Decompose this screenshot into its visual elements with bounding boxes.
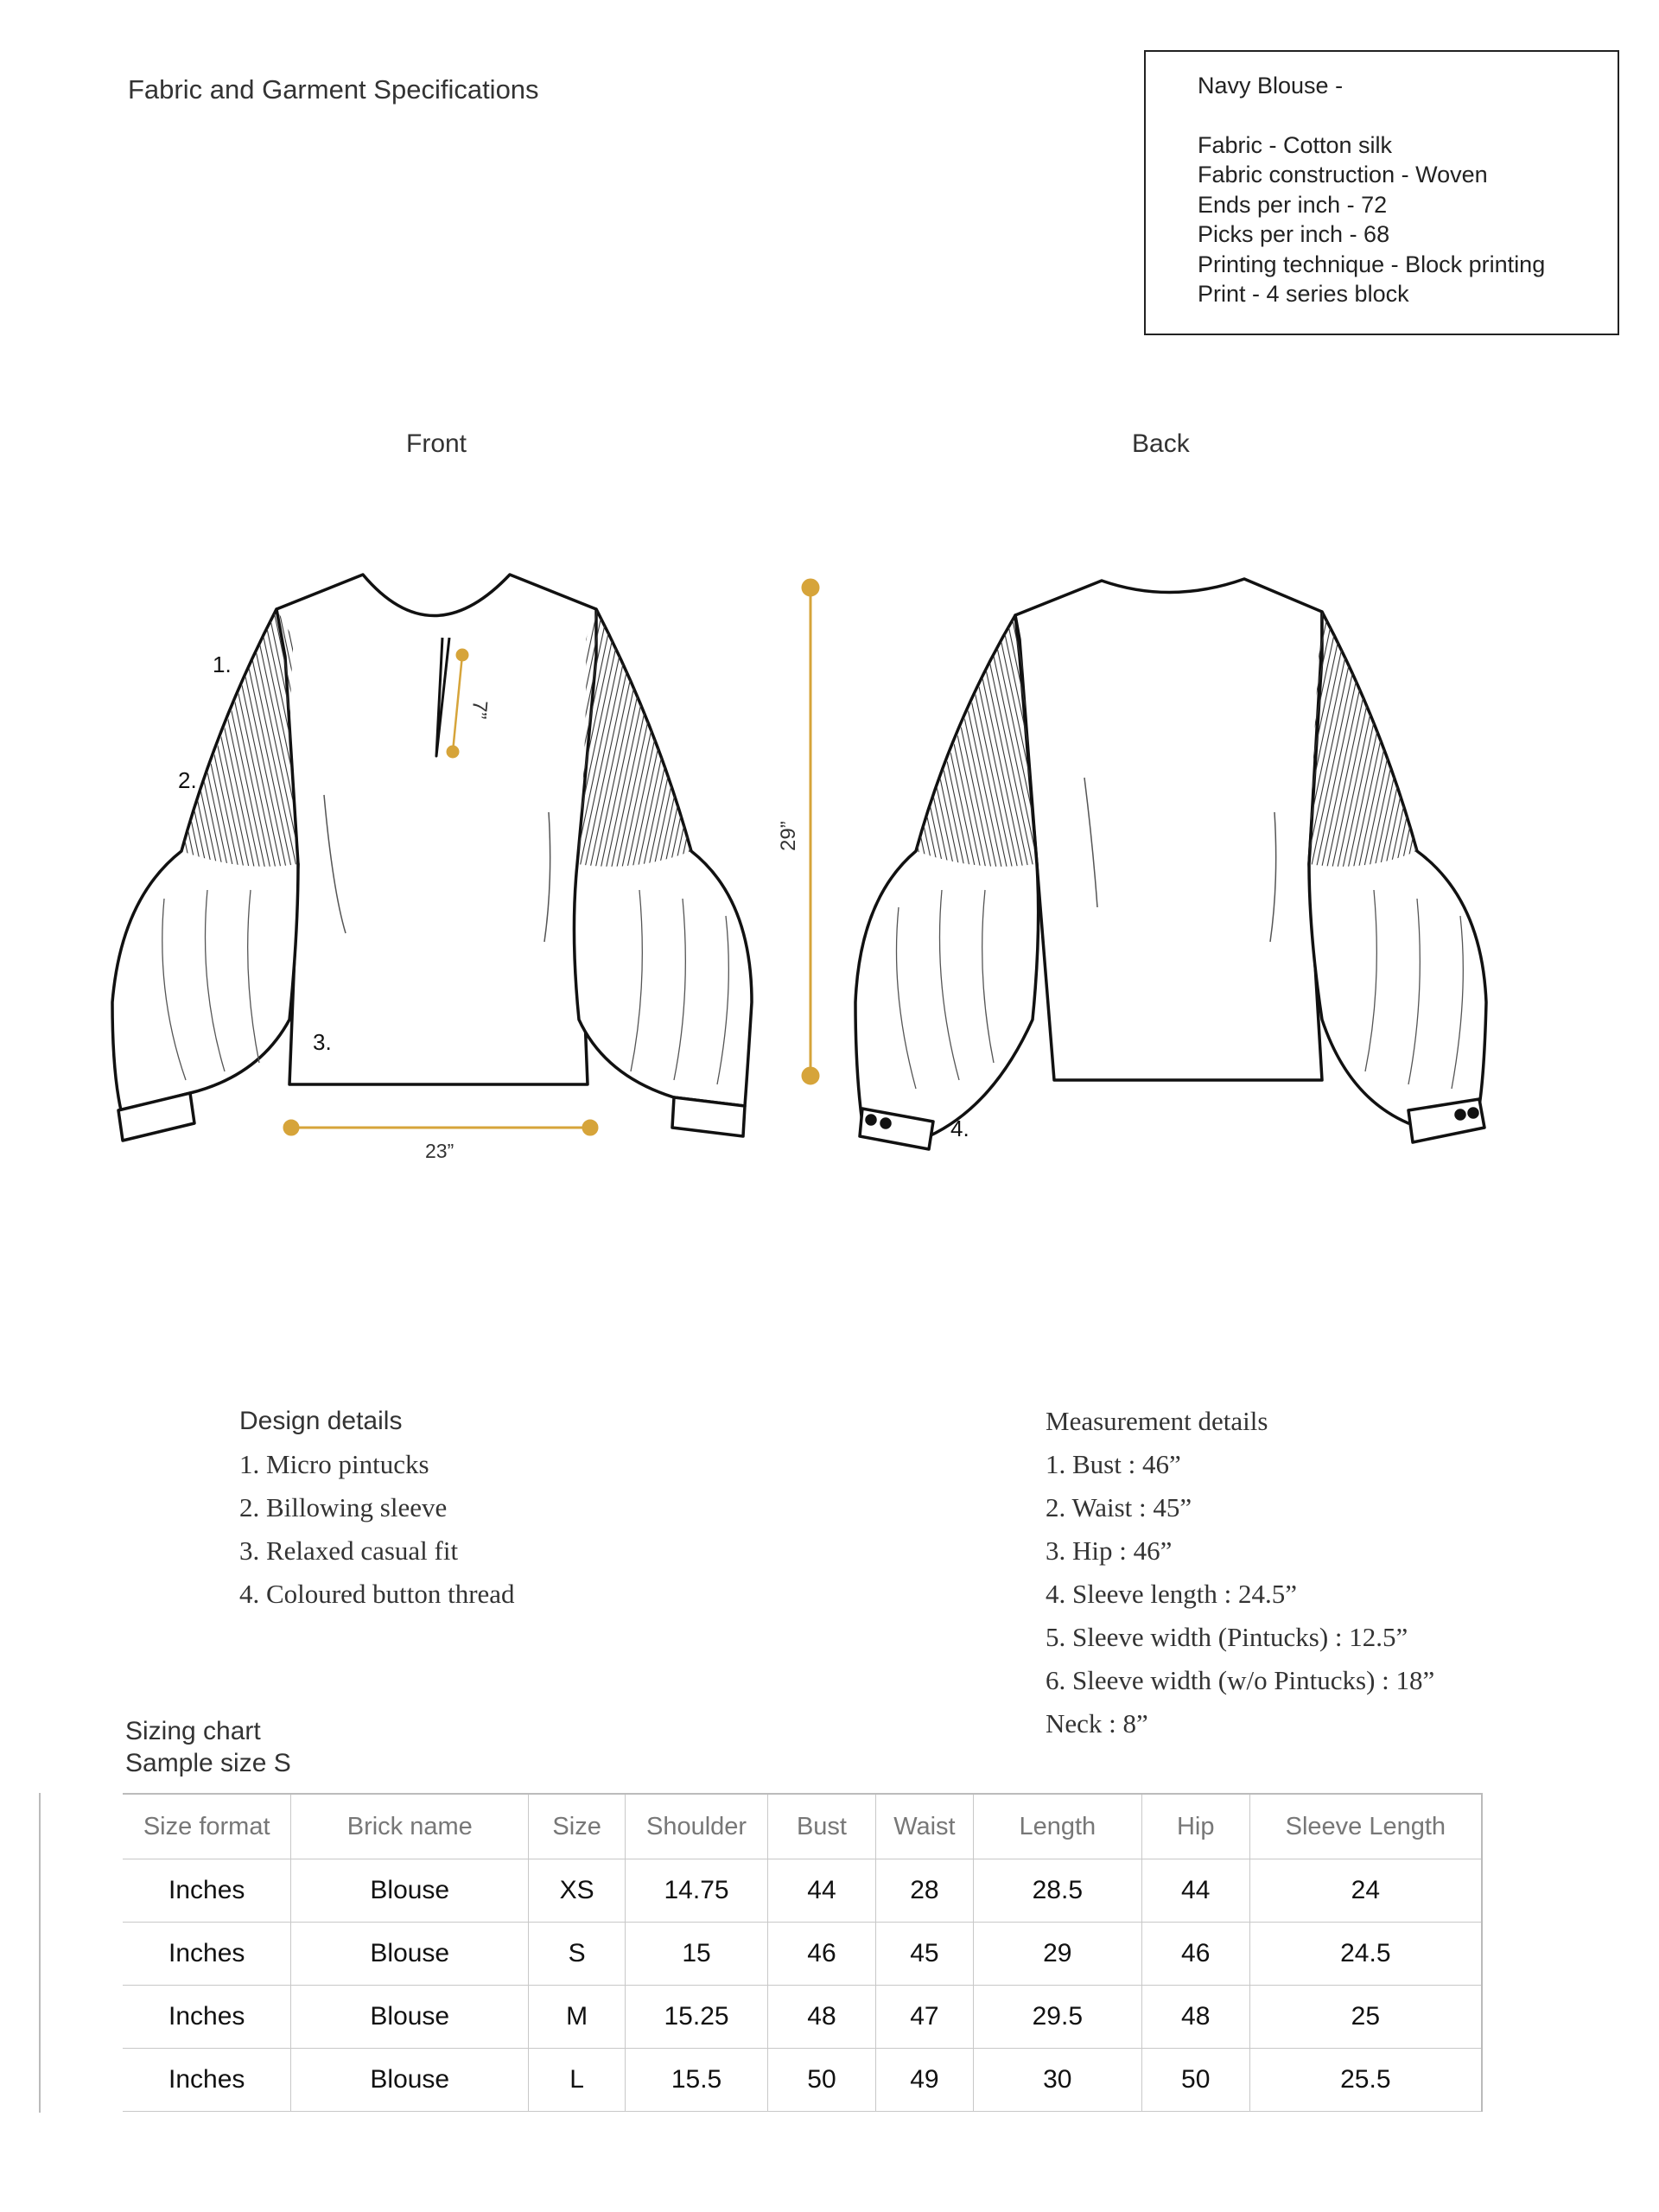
length-dimension (802, 579, 819, 1084)
table-cell: 14.75 (626, 1859, 768, 1923)
table-cell: 49 (875, 2049, 973, 2112)
sizing-chart-subtitle: Sample size S (125, 1749, 291, 1777)
callout-4: 4. (950, 1116, 969, 1141)
table-cell: M (529, 1986, 626, 2049)
callout-2: 2. (178, 767, 197, 793)
design-detail-item: 2. Billowing sleeve (239, 1492, 448, 1522)
column-header: Hip (1141, 1794, 1249, 1859)
front-flat (112, 575, 752, 1141)
table-cell: Inches (123, 1859, 291, 1923)
table-cell: 46 (768, 1923, 876, 1986)
column-header: Sleeve Length (1249, 1794, 1482, 1859)
width-dimension (283, 1120, 598, 1135)
column-header: Size (529, 1794, 626, 1859)
table-left-rule (39, 1793, 41, 2113)
column-header: Brick name (291, 1794, 529, 1859)
table-cell: Blouse (291, 1923, 529, 1986)
table-cell: Blouse (291, 1859, 529, 1923)
measurement-item: 6. Sleeve width (w/o Pintucks) : 18” (1046, 1665, 1435, 1695)
design-details (239, 1400, 515, 1616)
measurement-item: 1. Bust : 46” (1046, 1449, 1181, 1479)
callout-3: 3. (313, 1029, 332, 1055)
table-cell: 24 (1249, 1859, 1482, 1923)
table-row (123, 1986, 1482, 2049)
spec-line: Fabric construction - Woven (1198, 162, 1488, 188)
table-row (123, 1923, 1482, 1986)
table-cell: L (529, 2049, 626, 2112)
callout-1: 1. (213, 652, 232, 677)
measurement-item: 5. Sleeve width (Pintucks) : 12.5” (1046, 1622, 1408, 1652)
table-cell: 25 (1249, 1986, 1482, 2049)
spec-line: Fabric - Cotton silk (1198, 131, 1393, 158)
table-cell: XS (529, 1859, 626, 1923)
column-header: Shoulder (626, 1794, 768, 1859)
table-row (123, 1859, 1482, 1923)
sizing-chart-title: Sizing chart (125, 1717, 261, 1745)
spec-line: Ends per inch - 72 (1198, 191, 1388, 218)
table-cell: 29.5 (973, 1986, 1141, 2049)
sizing-table (123, 1793, 1483, 2112)
table-row (123, 2049, 1482, 2112)
measurement-item: 4. Sleeve length : 24.5” (1046, 1579, 1297, 1609)
column-header: Bust (768, 1794, 876, 1859)
table-cell: 30 (973, 2049, 1141, 2112)
table-cell: Inches (123, 1986, 291, 2049)
column-header: Size format (123, 1794, 291, 1859)
design-details-heading: Design details (239, 1407, 403, 1435)
measurement-details (1046, 1400, 1434, 1745)
page-title: Fabric and Garment Specifications (128, 74, 539, 105)
table-cell: 44 (768, 1859, 876, 1923)
table-cell: Blouse (291, 1986, 529, 2049)
measurement-details-heading: Measurement details (1046, 1406, 1268, 1436)
width-dimension-label: 23” (425, 1140, 454, 1162)
sizing-chart-heading (125, 1715, 291, 1779)
table-cell: 46 (1141, 1923, 1249, 1986)
back-view-label: Back (1132, 429, 1190, 458)
table-cell: S (529, 1923, 626, 1986)
spec-line: Printing technique - Block printing (1198, 251, 1546, 277)
table-cell: 25.5 (1249, 2049, 1482, 2112)
length-dimension-label: 29” (777, 821, 800, 851)
design-detail-item: 3. Relaxed casual fit (239, 1535, 459, 1566)
table-cell: 15.5 (626, 2049, 768, 2112)
table-cell: 28 (875, 1859, 973, 1923)
table-cell: 50 (768, 2049, 876, 2112)
measurement-item: 3. Hip : 46” (1046, 1535, 1173, 1566)
table-cell: Blouse (291, 2049, 529, 2112)
spec-heading: Navy Blouse - (1198, 73, 1344, 99)
measurement-item: 2. Waist : 45” (1046, 1492, 1192, 1522)
measurement-item: Neck : 8” (1046, 1708, 1148, 1738)
table-cell: 48 (768, 1986, 876, 2049)
column-header: Waist (875, 1794, 973, 1859)
spec-line: Print - 4 series block (1198, 281, 1409, 307)
front-view-label: Front (406, 429, 467, 458)
table-cell: 15 (626, 1923, 768, 1986)
table-cell: 28.5 (973, 1859, 1141, 1923)
design-detail-item: 4. Coloured button thread (239, 1579, 515, 1609)
table-cell: Inches (123, 2049, 291, 2112)
column-header: Length (973, 1794, 1141, 1859)
design-detail-item: 1. Micro pintucks (239, 1449, 429, 1479)
table-cell: 29 (973, 1923, 1141, 1986)
spec-line: Picks per inch - 68 (1198, 221, 1390, 247)
table-cell: 50 (1141, 2049, 1249, 2112)
placket-dimension-label: 7” (467, 699, 492, 721)
table-cell: 44 (1141, 1859, 1249, 1923)
table-cell: 24.5 (1249, 1923, 1482, 1986)
table-cell: 47 (875, 1986, 973, 2049)
table-cell: Inches (123, 1923, 291, 1986)
table-header-row (123, 1794, 1482, 1859)
table-cell: 48 (1141, 1986, 1249, 2049)
back-flat (855, 579, 1486, 1149)
table-cell: 45 (875, 1923, 973, 1986)
table-cell: 15.25 (626, 1986, 768, 2049)
